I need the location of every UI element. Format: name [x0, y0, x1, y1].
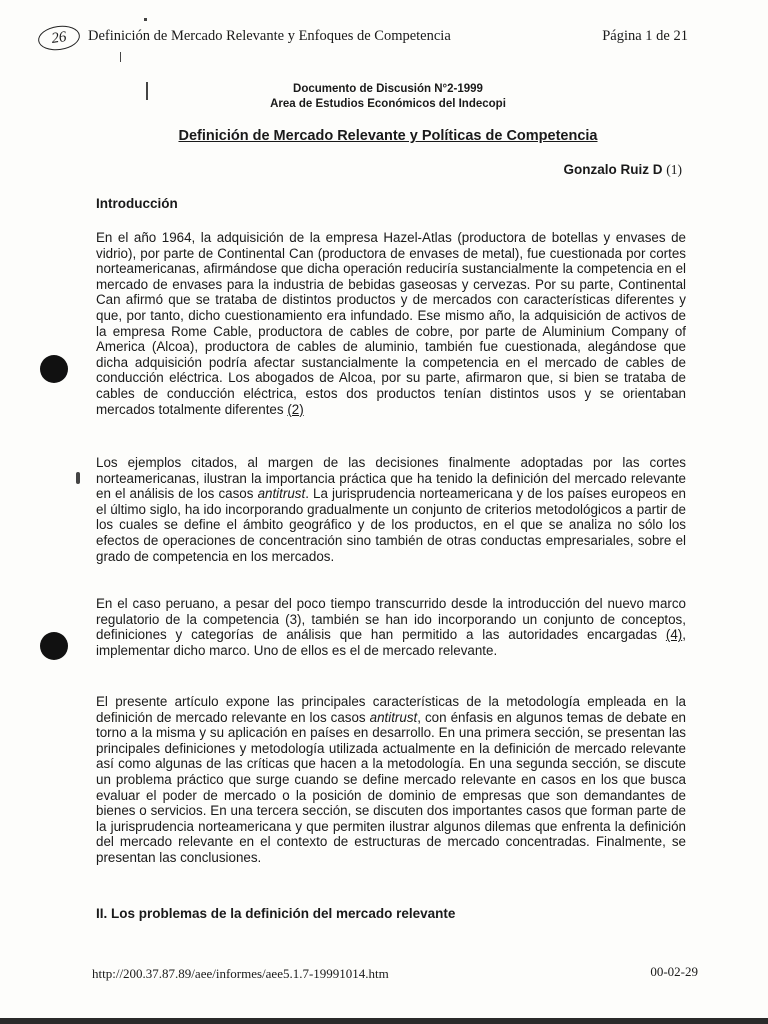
- paragraph-3-text-c: , implementar dicho marco. Uno de ellos es el de mercado relevante.: [96, 627, 686, 658]
- scan-mark: [76, 472, 80, 484]
- punch-hole-top: [40, 355, 68, 383]
- document-title: Definición de Mercado Relevante y Políticas de Competencia: [178, 128, 598, 144]
- footnote-link-4[interactable]: (4): [665, 627, 683, 643]
- header-title: Definición de Mercado Relevante y Enfoques de Competencia: [88, 28, 451, 44]
- punch-hole-bottom: [40, 632, 68, 660]
- document-institution: Area de Estudios Económicos del Indecopi: [270, 98, 506, 110]
- document-series: Documento de Discusión N°2-1999: [293, 83, 483, 95]
- paragraph-4-italic: antitrust: [369, 709, 418, 725]
- footnote-link-2[interactable]: (2): [287, 401, 304, 417]
- paragraph-2-text-a: Los ejemplos citados, al margen de las decisiones finalmente adoptadas por las cortes norteamericanas, ilustran la importancia práctica que ha tenido la definición del mercado relevante en el análisis de los casos: [96, 455, 686, 502]
- paragraph-2-italic: antitrust: [257, 486, 306, 502]
- section-2-heading: II. Los problemas de la definición del mercado relevante: [96, 906, 456, 921]
- paragraph-1-text: En el año 1964, la adquisición de la empresa Hazel-Atlas (productora de botellas y envases de vidrio), por parte de Continental Can (productora de envases de metal), fue cuestionada por cortes norteamericanas, afirmándose que dicha operación reduciría sustancialmente la competencia en el mercado de envases para la industria de bebidas gaseosas y cervezas. Por su parte, Continental Can afirmó que se trataba de distintos productos y de mercados con características diferentes y que, por tanto, dicho cuestionamiento era infundado. Ese mismo año, la adquisición de activos de la empresa Rome Cable, productora de cables de cobre, por parte de Aluminium Company of America (Alcoa), productora de cables de aluminio, también fue cuestionada, alegándose que dicha adquisición podría afectar sustancialmente la competencia en el mercado de cables de conducción eléctrica. Los abogados de Alcoa, por su parte, afirmaron que, si bien se trataba de cables de conducción eléctrica, estos dos productos tenían distintos usos y se orientaban mercados totalmente diferentes: [96, 230, 686, 417]
- footer-date: 00-02-29: [650, 964, 698, 979]
- paragraph-3: [96, 596, 686, 658]
- paragraph-1: [96, 230, 686, 417]
- scan-mark: [120, 52, 121, 62]
- footer-url: http://200.37.87.89/aee/informes/aee5.1.7-19991014.htm: [92, 966, 389, 981]
- scan-mark: [144, 18, 147, 21]
- author-footnote-ref: (1): [666, 162, 682, 177]
- paragraph-2: [96, 455, 686, 564]
- paragraph-2-text-b: . La jurisprudencia norteamericana y de los países europeos en el último siglo, ha ido incorporando gradualmente un conjunto de criterios metodológicos a partir de los cuales se define el ámbito geográfico y de los productos, en el que se analiza no sólo los efectos de operaciones de concentración sino también de otras conductas empresariales, sobre el grado de competencia en los mercados.: [96, 486, 686, 564]
- paragraph-4-text-a: El presente artículo expone las principales características de la metodología empleada en la definición de mercado relevante en los casos: [96, 694, 686, 725]
- author-name: Gonzalo Ruiz D: [563, 162, 663, 177]
- paragraph-4-text-b: , con énfasis en algunos temas de debate en torno a la misma y su aplicación en países en desarrollo. En una primera sección, se presentan las principales definiciones y metodología utilizada actualmente en la definición de mercado relevante así como algunas de las críticas que hacen a la metodología. En una segunda sección, se discute un problema práctico que surge cuando se define mercado relevante en casos en los que busca evaluar el poder de mercado o la posición de dominio de empresas que son demandantes de bienes o servicios. En una tercera sección, se discuten dos importantes casos que forman parte de la jurisprudencia norteamericana y que permiten ilustrar algunos dilemas que enfrenta la definición del mercado relevante en el contexto de estructuras de mercado concentradas. Finalmente, se presentan las conclusiones.: [96, 709, 686, 865]
- paragraph-3-text-b: , también se han ido incorporando un conjunto de conceptos, definiciones y categorías de análisis que han permitido a las autoridades encargadas: [96, 611, 686, 643]
- paragraph-3-text-a: En el caso peruano, a pesar del poco tiempo transcurrido desde la introducción del nuevo marco regulatorio de la competencia: [96, 596, 686, 627]
- author-line: [563, 162, 682, 178]
- handwritten-page-number: 26: [37, 23, 82, 53]
- scan-bottom-edge: [0, 1018, 768, 1024]
- page-indicator: Página 1 de 21: [602, 28, 688, 44]
- intro-heading: Introducción: [96, 196, 178, 211]
- paragraph-4: [96, 694, 686, 866]
- footnote-ref-3: (3): [285, 611, 302, 627]
